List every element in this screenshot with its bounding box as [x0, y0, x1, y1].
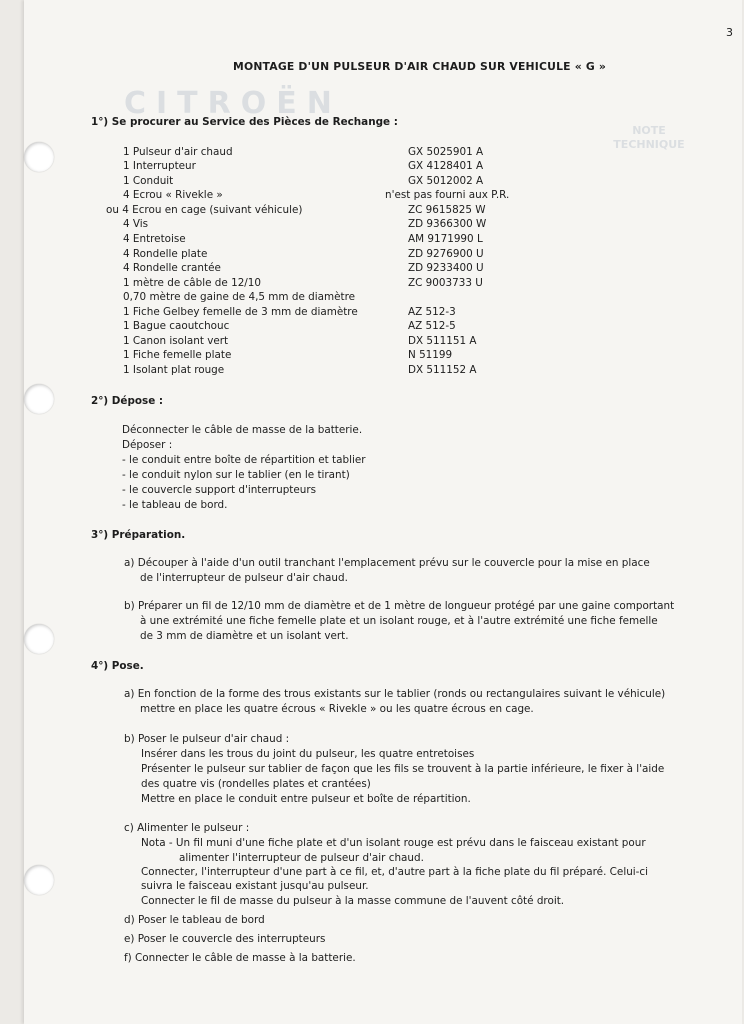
pose-line: Nota - Un fil muni d'une fiche plate et d'un isolant rouge est prévu dans le faisceau existant pour — [141, 837, 646, 849]
pose-line: f) Connecter le câble de masse à la batterie. — [124, 952, 356, 964]
pose-line: suivra le faisceau existant jusqu'au pulseur. — [141, 880, 369, 892]
pose-line: Mettre en place le conduit entre pulseur et boîte de répartition. — [141, 793, 471, 805]
part-ref: DX 511152 A — [408, 364, 477, 376]
part-item: 4 Rondelle crantée — [123, 262, 221, 274]
part-ref: ZD 9233400 U — [408, 262, 484, 274]
pose-line: des quatre vis (rondelles plates et crantées) — [141, 778, 371, 790]
pose-line: d) Poser le tableau de bord — [124, 914, 265, 926]
part-ref: GX 5012002 A — [408, 175, 484, 187]
pose-line: alimenter l'interrupteur de pulseur d'air chaud. — [179, 852, 424, 864]
part-ref: N 51199 — [408, 349, 453, 361]
part-ref: GX 4128401 A — [408, 160, 484, 172]
depose-line: - le conduit entre boîte de répartition et tablier — [122, 454, 366, 466]
section-heading-preparation: 3°) Préparation. — [91, 529, 186, 541]
part-ref: ZC 9003733 U — [408, 277, 483, 289]
part-item: 1 Fiche femelle plate — [123, 349, 232, 361]
part-item: 4 Ecrou « Rivekle » — [123, 189, 223, 201]
page-number: 3 — [726, 26, 733, 39]
pose-line: e) Poser le couvercle des interrupteurs — [124, 933, 326, 945]
part-item: ou 4 Ecrou en cage (suivant véhicule) — [106, 204, 303, 216]
page-title: MONTAGE D'UN PULSEUR D'AIR CHAUD SUR VEHICULE « G » — [233, 60, 607, 73]
pose-line: Présenter le pulseur sur tablier de façon que les fils se trouvent à la partie inférieure, le fixer à l'aide — [141, 763, 665, 775]
part-ref: ZC 9615825 W — [408, 204, 486, 216]
part-item: 1 Isolant plat rouge — [123, 364, 225, 376]
part-item: 1 Fiche Gelbey femelle de 3 mm de diamètre — [123, 306, 358, 318]
part-item: 1 Interrupteur — [123, 160, 196, 172]
punch-hole — [24, 142, 54, 172]
part-item: 4 Vis — [123, 218, 149, 230]
depose-line: - le couvercle support d'interrupteurs — [122, 484, 317, 496]
document-page — [24, 0, 742, 1024]
part-item: 4 Rondelle plate — [123, 248, 208, 260]
depose-line: Déconnecter le câble de masse de la batterie. — [122, 424, 363, 436]
pose-line: mettre en place les quatre écrous « Rivekle » ou les quatre écrous en cage. — [140, 703, 534, 715]
part-ref: GX 5025901 A — [408, 146, 484, 158]
preparation-line: de l'interrupteur de pulseur d'air chaud. — [140, 572, 348, 584]
show-through-heading: NOTE TECHNIQUE — [613, 124, 685, 151]
part-item: 1 Canon isolant vert — [123, 335, 229, 347]
part-ref: AZ 512-3 — [408, 306, 456, 318]
preparation-line: b) Préparer un fil de 12/10 mm de diamètre et de 1 mètre de longueur protégé par une gaine comportant — [124, 600, 675, 612]
pose-line: b) Poser le pulseur d'air chaud : — [124, 733, 290, 745]
pose-line: Insérer dans les trous du joint du pulseur, les quatre entretoises — [141, 748, 475, 760]
part-ref: n'est pas fourni aux P.R. — [385, 189, 510, 201]
pose-line: Connecter le fil de masse du pulseur à la masse commune de l'auvent côté droit. — [141, 895, 565, 907]
punch-hole — [24, 865, 54, 895]
part-item: 1 Pulseur d'air chaud — [123, 146, 233, 158]
punch-hole — [24, 384, 54, 414]
pose-line: Connecter, l'interrupteur d'une part à ce fil, et, d'autre part à la fiche plate du fil préparé. Celui-ci — [141, 866, 649, 878]
part-item: 1 Bague caoutchouc — [123, 320, 230, 332]
part-item: 0,70 mètre de gaine de 4,5 mm de diamètre — [123, 291, 356, 303]
part-ref: ZD 9366300 W — [408, 218, 487, 230]
preparation-line: de 3 mm de diamètre et un isolant vert. — [140, 630, 349, 642]
show-through-brand: CITROËN — [124, 86, 342, 121]
part-ref: AM 9171990 L — [408, 233, 483, 245]
part-item: 1 Conduit — [123, 175, 174, 187]
punch-hole — [24, 624, 54, 654]
pose-line: c) Alimenter le pulseur : — [124, 822, 250, 834]
depose-line: - le tableau de bord. — [122, 499, 228, 511]
part-item: 4 Entretoise — [123, 233, 186, 245]
preparation-line: a) Découper à l'aide d'un outil tranchant l'emplacement prévu sur le couvercle pour la mise en place — [124, 557, 650, 569]
section-heading-depose: 2°) Dépose : — [91, 395, 164, 407]
part-item: 1 mètre de câble de 12/10 — [123, 277, 262, 289]
part-ref: DX 511151 A — [408, 335, 477, 347]
pose-line: a) En fonction de la forme des trous existants sur le tablier (ronds ou rectangulaires suivant le véhicule) — [124, 688, 666, 700]
depose-line: Déposer : — [122, 439, 173, 451]
part-ref: ZD 9276900 U — [408, 248, 484, 260]
preparation-line: à une extrémité une fiche femelle plate et un isolant rouge, et à l'autre extrémité une fiche femelle — [140, 615, 658, 627]
depose-line: - le conduit nylon sur le tablier (en le tirant) — [122, 469, 350, 481]
section-heading-pose: 4°) Pose. — [91, 660, 144, 672]
section-heading-parts: 1°) Se procurer au Service des Pièces de Rechange : — [91, 116, 398, 128]
part-ref: AZ 512-5 — [408, 320, 456, 332]
